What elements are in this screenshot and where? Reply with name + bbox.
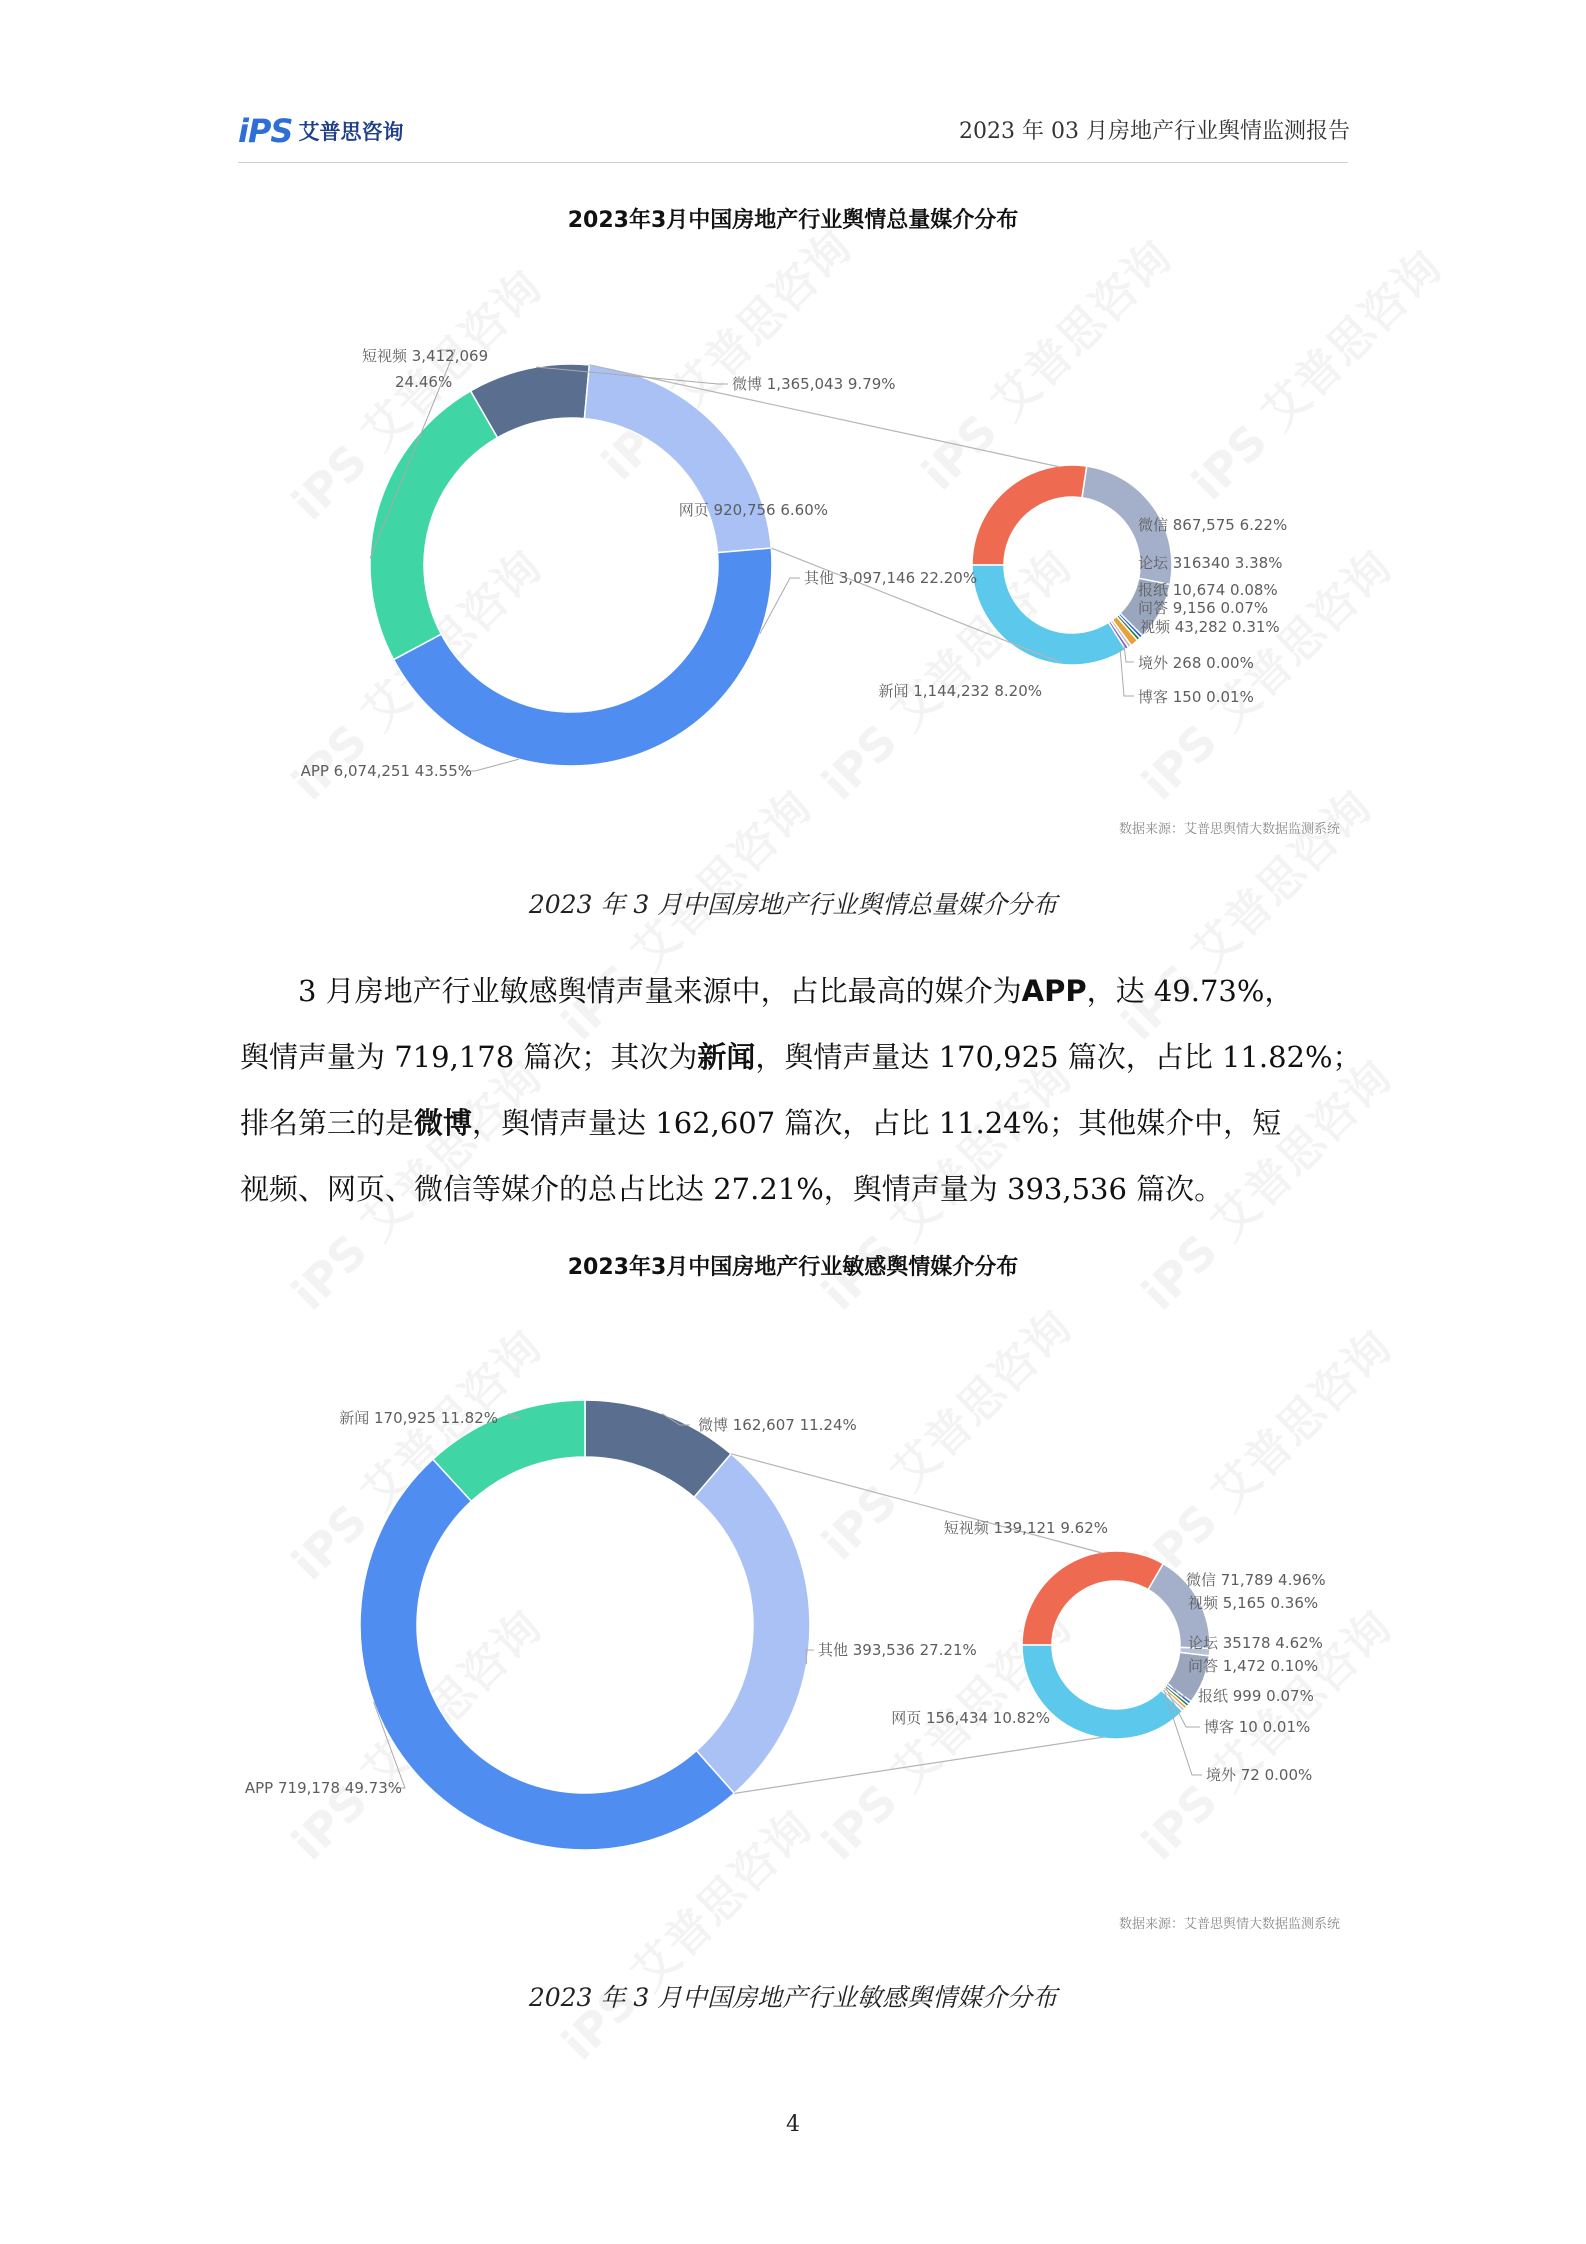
chart2-label-news: 新闻 170,925 11.82%	[339, 1409, 498, 1427]
chart2-label-newspaper: 报纸 999 0.07%	[1198, 1687, 1314, 1705]
highlight-app: APP	[1021, 974, 1087, 1008]
chart1-label-newspaper: 报纸 10,674 0.08%	[1138, 581, 1278, 599]
chart2-label-weibo: 微博 162,607 11.24%	[698, 1416, 857, 1434]
chart1-label-video: 视频 43,282 0.31%	[1140, 618, 1280, 636]
highlight-weibo: 微博	[414, 1106, 473, 1140]
chart1-main-slice-APP	[394, 548, 772, 766]
chart2-main-slice-其他	[694, 1454, 810, 1793]
page-number: 4	[786, 2112, 800, 2137]
paragraph-line-2: 舆情声量为 719,178 篇次；其次为新闻，舆情声量达 170,925 篇次，占比 11.82%；	[240, 1040, 1362, 1074]
chart2-source: 数据来源：艾普思舆情大数据监测系统	[1118, 1917, 1340, 1932]
chart2-label-qa: 问答 1,472 0.10%	[1188, 1657, 1319, 1675]
chart2-label-forum: 论坛 35178 4.62%	[1188, 1634, 1323, 1652]
chart2-label-overseas: 境外 72 0.00%	[1206, 1766, 1313, 1784]
chart2-label-shortvideo: 短视频 139,121 9.62%	[943, 1519, 1108, 1537]
chart1-main-slice-其他	[584, 365, 771, 553]
chart1-label-news: 新闻 1,144,232 8.20%	[878, 682, 1042, 700]
paragraph-line-3: 排名第三的是微博，舆情声量达 162,607 篇次，占比 11.24%；其他媒介中，短	[240, 1106, 1282, 1140]
chart2-label-app: APP 719,178 49.73%	[244, 1779, 402, 1797]
chart2-label-webpage: 网页 156,434 10.82%	[891, 1709, 1050, 1727]
chart1-label-weibo: 微博 1,365,043 9.79%	[732, 375, 896, 393]
report-title: 2023 年 03 月房地产行业舆情监测报告	[959, 119, 1350, 144]
chart2-label-wechat: 微信 71,789 4.96%	[1186, 1571, 1326, 1589]
chart1-donut	[0, 250, 1586, 850]
chart1-label-wechat: 微信 867,575 6.22%	[1138, 516, 1288, 534]
chart1-main-slice-短视频	[370, 391, 498, 660]
chart1-source: 数据来源：艾普思舆情大数据监测系统	[1118, 822, 1340, 837]
chart1-label-shortvideo: 短视频 3,412,069	[362, 347, 489, 365]
header-logo	[238, 112, 403, 150]
chart2-label-blog: 博客 10 0.01%	[1204, 1718, 1311, 1736]
paragraph-line-1: 3 月房地产行业敏感舆情声量来源中，占比最高的媒介为APP，达 49.73%，	[298, 974, 1294, 1008]
chart1-label-app: APP 6,074,251 43.55%	[300, 762, 472, 780]
chart1-label-other: 其他 3,097,146 22.20%	[804, 569, 978, 587]
chart2-secondary-slice-短视频	[1022, 1551, 1163, 1645]
chart1-title: 2023年3月中国房地产行业舆情总量媒介分布	[567, 208, 1019, 233]
chart2-connector-bottom	[734, 1737, 1104, 1793]
logo-text: 艾普思咨询	[298, 120, 404, 144]
chart1-leader-app	[465, 759, 519, 771]
chart2-title: 2023年3月中国房地产行业敏感舆情媒介分布	[567, 1255, 1019, 1280]
body-paragraph	[240, 958, 1362, 1222]
header-divider	[238, 162, 1348, 163]
chart1-label-forum: 论坛 316340 3.38%	[1138, 554, 1283, 572]
highlight-news: 新闻	[697, 1040, 756, 1074]
chart2-main-slice-APP	[360, 1459, 734, 1850]
chart2-donut	[0, 1300, 1586, 1940]
chart1-leader-blog	[1120, 648, 1134, 696]
chart1-secondary-slice-网页	[972, 465, 1087, 565]
chart2-label-other: 其他 393,536 27.21%	[818, 1641, 977, 1659]
chart1-label-overseas: 境外 268 0.00%	[1138, 654, 1254, 672]
chart1-label-blog: 博客 150 0.01%	[1138, 688, 1254, 706]
chart2-label-video: 视频 5,165 0.36%	[1188, 1594, 1319, 1612]
chart1-label-shortvideo-pct: 24.46%	[395, 373, 453, 391]
logo-mark: iPS	[238, 112, 293, 150]
chart1-caption: 2023 年 3 月中国房地产行业舆情总量媒介分布	[528, 890, 1058, 919]
chart1-connector-bottom	[771, 548, 1062, 663]
chart1-secondary-slice-新闻	[972, 565, 1126, 665]
chart1-label-qa: 问答 9,156 0.07%	[1138, 599, 1269, 617]
paragraph-line-4: 视频、网页、微信等媒介的总占比达 27.21%，舆情声量为 393,536 篇次。	[240, 1172, 1224, 1206]
chart2-caption: 2023 年 3 月中国房地产行业敏感舆情媒介分布	[528, 1983, 1058, 2012]
chart1-label-webpage: 网页 920,756 6.60%	[678, 501, 828, 519]
